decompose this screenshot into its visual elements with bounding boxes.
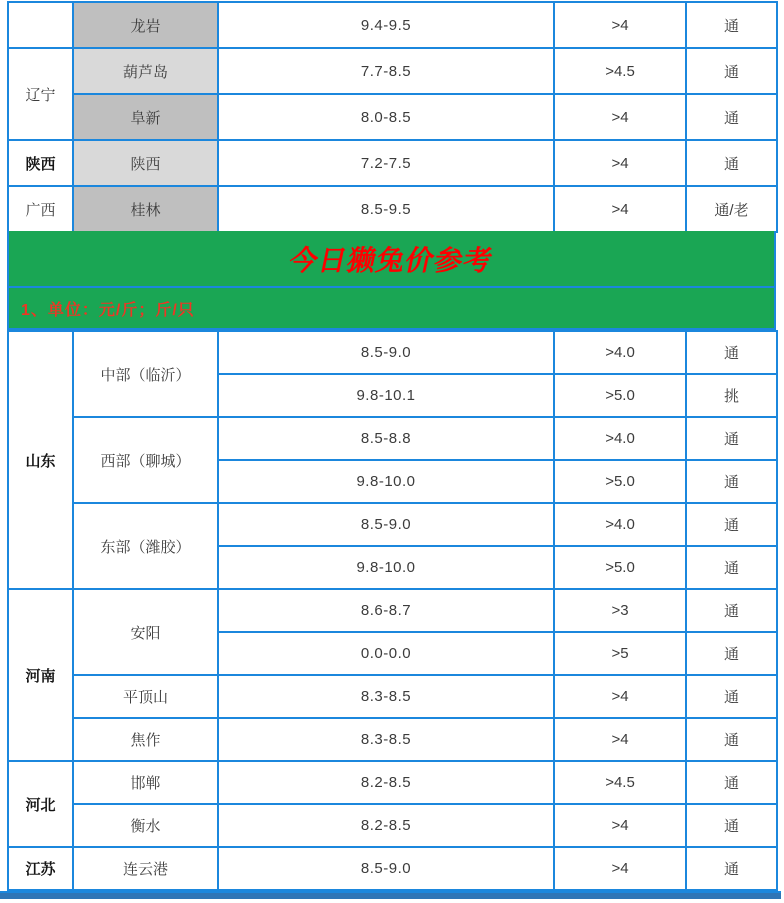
weight-spec-cell: >4: [554, 186, 686, 232]
weight-spec-cell: >3: [554, 589, 686, 632]
city-cell: 焦作: [73, 718, 218, 761]
price-cell: 8.3-8.5: [218, 675, 554, 718]
city-cell: 连云港: [73, 847, 218, 890]
grade-cell: 通: [686, 94, 777, 140]
province-cell: 山东: [8, 331, 73, 589]
grade-cell: 通: [686, 331, 777, 374]
city-cell: 桂林: [73, 186, 218, 232]
weight-spec-cell: >4.0: [554, 331, 686, 374]
price-cell: 9.8-10.0: [218, 546, 554, 589]
weight-spec-cell: >5: [554, 632, 686, 675]
city-cell: 葫芦岛: [73, 48, 218, 94]
city-cell: 邯郸: [73, 761, 218, 804]
weight-spec-cell: >4: [554, 718, 686, 761]
weight-spec-cell: >4: [554, 94, 686, 140]
province-cell: 辽宁: [8, 48, 73, 140]
weight-spec-cell: >4: [554, 804, 686, 847]
price-cell: 9.8-10.1: [218, 374, 554, 417]
weight-spec-cell: >4: [554, 140, 686, 186]
grade-cell: 通: [686, 417, 777, 460]
table-row: [8, 186, 777, 232]
city-cell: 西部（聊城）: [73, 417, 218, 503]
grade-cell: 通: [686, 804, 777, 847]
city-cell: 阜新: [73, 94, 218, 140]
city-cell: 中部（临沂）: [73, 331, 218, 417]
table-row: [8, 503, 777, 546]
grade-cell: 通: [686, 847, 777, 890]
province-cell: 江苏: [8, 847, 73, 890]
city-cell: 陕西: [73, 140, 218, 186]
grade-cell: 通: [686, 503, 777, 546]
city-cell: 东部（潍胶）: [73, 503, 218, 589]
grade-cell: 通: [686, 675, 777, 718]
price-cell: 8.5-9.5: [218, 186, 554, 232]
unit-note: 1、单位：元/斤；斤/只: [21, 301, 195, 319]
table-row: [8, 761, 777, 804]
weight-spec-cell: >4: [554, 675, 686, 718]
weight-spec-cell: >5.0: [554, 546, 686, 589]
section-title: 今日獭兔价参考: [286, 244, 496, 276]
city-cell: 龙岩: [73, 2, 218, 48]
grade-cell: 通: [686, 632, 777, 675]
weight-spec-cell: >4.5: [554, 761, 686, 804]
table-row: [8, 94, 777, 140]
price-cell: 8.6-8.7: [218, 589, 554, 632]
grade-cell: 通: [686, 761, 777, 804]
city-cell: 安阳: [73, 589, 218, 675]
weight-spec-cell: >4.0: [554, 503, 686, 546]
grade-cell: 通: [686, 140, 777, 186]
price-cell: 7.7-8.5: [218, 48, 554, 94]
table-row: [8, 331, 777, 374]
table-row: [8, 140, 777, 186]
weight-spec-cell: >4: [554, 2, 686, 48]
price-cell: 0.0-0.0: [218, 632, 554, 675]
price-cell: 8.5-8.8: [218, 417, 554, 460]
province-cell: 广西: [8, 186, 73, 232]
rex-rabbit-price-table: [7, 330, 778, 891]
province-cell: 河南: [8, 589, 73, 761]
city-cell: 衡水: [73, 804, 218, 847]
grade-cell: 通/老: [686, 186, 777, 232]
province-cell: 河北: [8, 761, 73, 847]
table-row: [8, 48, 777, 94]
price-cell: 9.4-9.5: [218, 2, 554, 48]
table-row: [8, 417, 777, 460]
price-cell: 8.2-8.5: [218, 761, 554, 804]
weight-spec-cell: >4: [554, 847, 686, 890]
top-price-table: [7, 1, 778, 233]
weight-spec-cell: >5.0: [554, 460, 686, 503]
weight-spec-cell: >4.5: [554, 48, 686, 94]
table-row: [8, 718, 777, 761]
price-cell: 8.3-8.5: [218, 718, 554, 761]
table-row: [8, 804, 777, 847]
weight-spec-cell: >4.0: [554, 417, 686, 460]
price-cell: 9.8-10.0: [218, 460, 554, 503]
bottom-divider-bar: [0, 893, 781, 899]
province-cell: 陕西: [8, 140, 73, 186]
city-cell: 平顶山: [73, 675, 218, 718]
grade-cell: 挑: [686, 374, 777, 417]
section-title-row: [9, 231, 774, 288]
price-cell: 7.2-7.5: [218, 140, 554, 186]
section-header-band: [7, 231, 776, 330]
price-cell: 8.5-9.0: [218, 503, 554, 546]
table-row: [8, 589, 777, 632]
grade-cell: 通: [686, 2, 777, 48]
grade-cell: 通: [686, 460, 777, 503]
table-row: [8, 847, 777, 890]
grade-cell: 通: [686, 48, 777, 94]
weight-spec-cell: >5.0: [554, 374, 686, 417]
grade-cell: 通: [686, 546, 777, 589]
price-cell: 8.2-8.5: [218, 804, 554, 847]
grade-cell: 通: [686, 589, 777, 632]
price-cell: 8.5-9.0: [218, 847, 554, 890]
table-row: [8, 675, 777, 718]
price-cell: 8.5-9.0: [218, 331, 554, 374]
price-cell: 8.0-8.5: [218, 94, 554, 140]
grade-cell: 通: [686, 718, 777, 761]
province-cell: [8, 2, 73, 48]
table-row: [8, 2, 777, 48]
unit-note-row: [9, 288, 774, 328]
